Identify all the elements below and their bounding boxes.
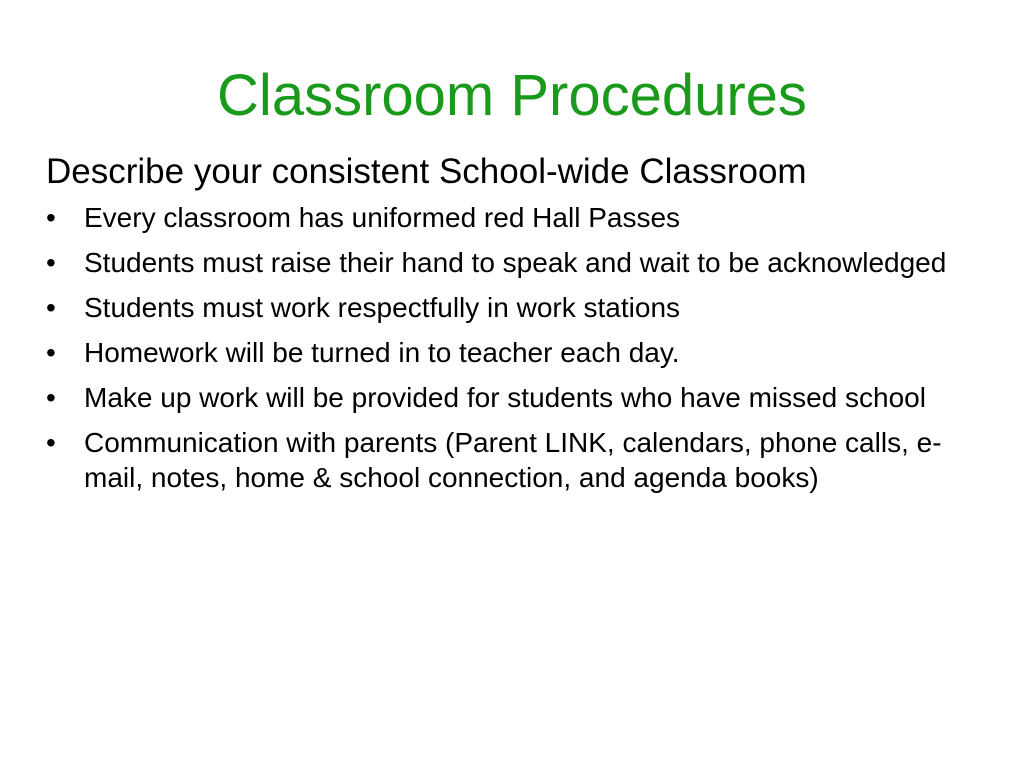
bullet-list: [46, 200, 986, 505]
bullet-text: Students must work respectfully in work stations: [84, 292, 681, 323]
bullet-icon: •: [46, 202, 56, 233]
bullet-item: [46, 335, 986, 370]
slide-title: Classroom Procedures: [217, 63, 807, 128]
bullet-text: Students must raise their hand to speak and wait to be acknowledged: [84, 247, 947, 278]
bullet-icon: •: [46, 247, 56, 278]
bullet-text: Communication with parents (Parent LINK, calendars, phone calls, e-mail, notes, home & school connection, and agenda books): [84, 427, 942, 493]
bullet-icon: •: [46, 292, 56, 323]
bullet-icon: •: [46, 337, 56, 368]
bullet-text: Homework will be turned in to teacher each day.: [84, 337, 680, 368]
bullet-text: Every classroom has uniformed red Hall Passes: [84, 202, 681, 233]
bullet-item: [46, 290, 986, 325]
bullet-item: [46, 245, 986, 280]
bullet-item: [46, 200, 986, 235]
bullet-icon: •: [46, 427, 56, 458]
slide-subheading: Describe your consistent School-wide Classroom: [46, 152, 807, 191]
bullet-item: [46, 425, 986, 495]
bullet-text: Make up work will be provided for students who have missed school: [84, 382, 926, 413]
bullet-icon: •: [46, 382, 56, 413]
bullet-item: [46, 380, 986, 415]
